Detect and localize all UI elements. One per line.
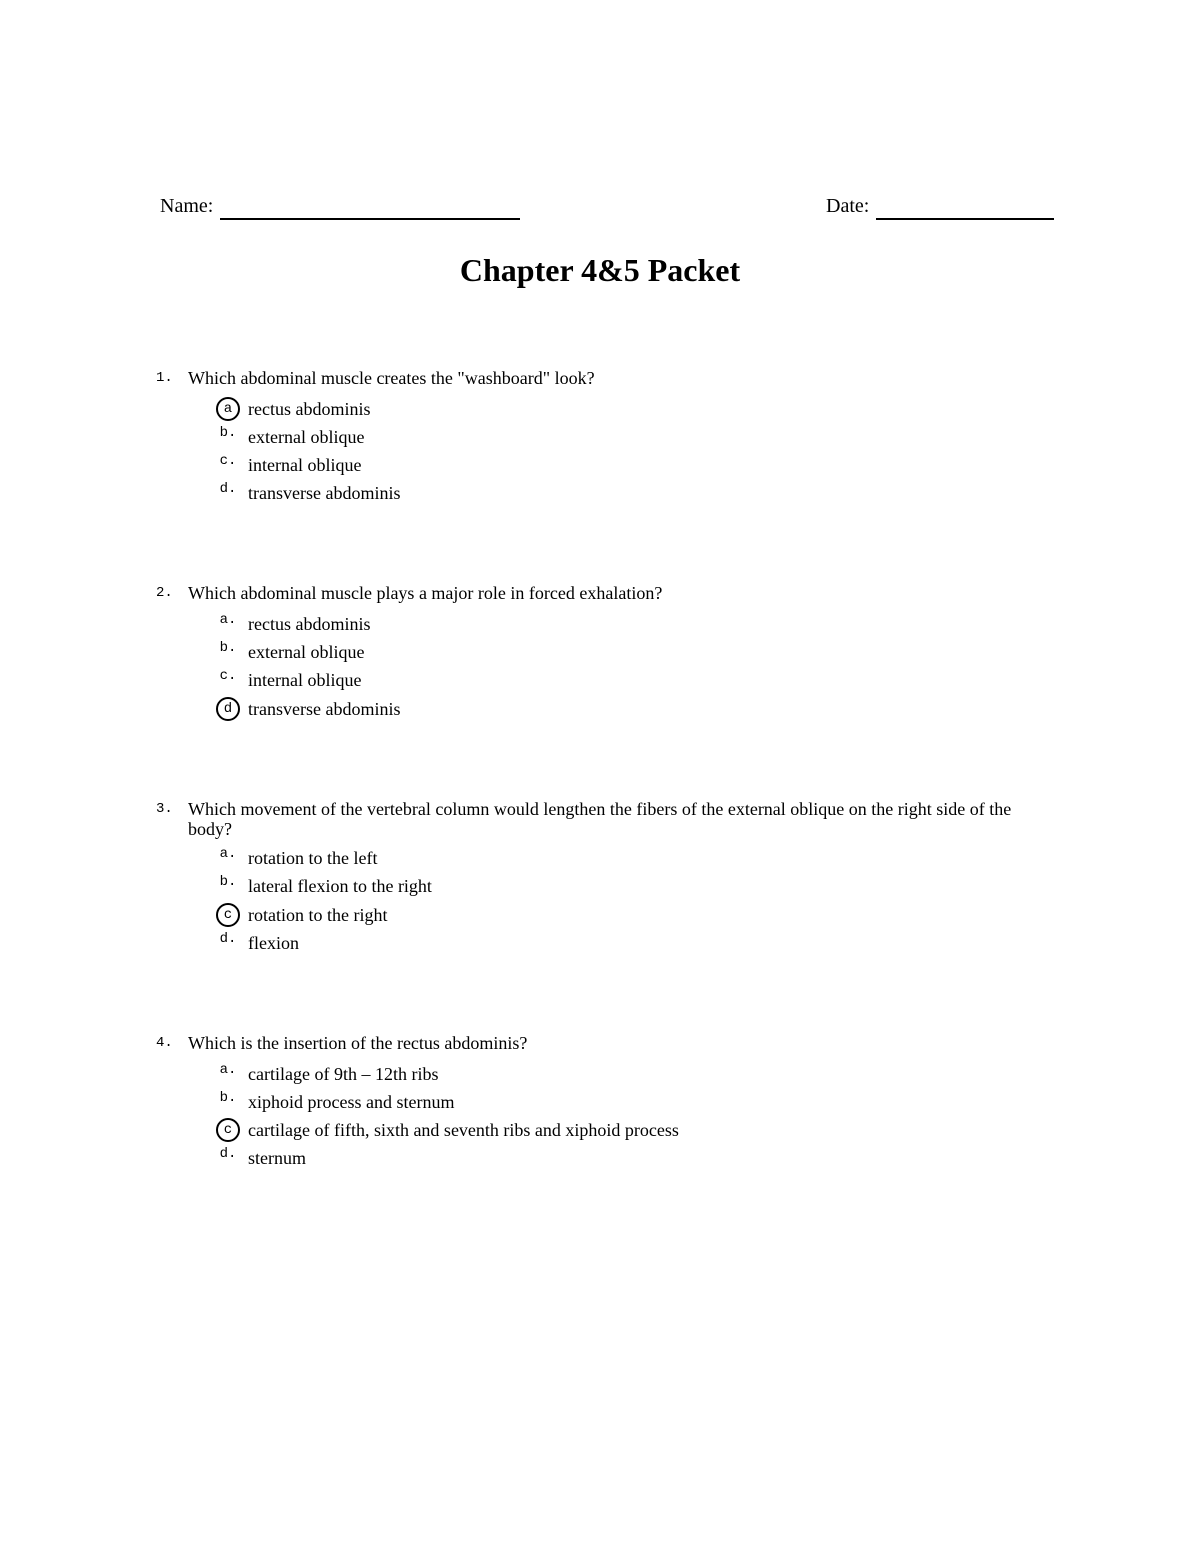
choice-text: rotation to the left <box>248 848 378 868</box>
date-label: Date: <box>826 195 870 217</box>
choice-text: rectus abdominis <box>248 399 371 419</box>
choice-text: rotation to the right <box>248 905 388 925</box>
choice-4d <box>0 1146 1200 1170</box>
choice-text: xiphoid process and sternum <box>248 1092 455 1112</box>
choice-letter: d. <box>219 931 237 947</box>
question-text: Which is the insertion of the rectus abdominis? <box>188 1033 528 1053</box>
choice-2d <box>0 697 1200 721</box>
choice-text: internal oblique <box>248 670 362 690</box>
choice-letter: a. <box>219 1062 237 1078</box>
question-number: 2. <box>156 585 173 601</box>
choice-letter: b. <box>219 425 237 441</box>
choice-2b <box>0 640 1200 664</box>
choice-letter: a. <box>219 612 237 628</box>
choice-letter-circled: a <box>216 397 240 421</box>
choice-text: cartilage of fifth, sixth and seventh ribs and xiphoid process <box>248 1120 679 1140</box>
choice-letter: b. <box>219 640 237 656</box>
question-number: 4. <box>156 1035 173 1051</box>
choice-2a <box>0 612 1200 636</box>
choice-4c <box>0 1118 1200 1142</box>
date-blank-line <box>876 218 1054 220</box>
choice-letter: b. <box>219 1090 237 1106</box>
choice-3a <box>0 846 1200 870</box>
page-title: Chapter 4&5 Packet <box>459 252 741 288</box>
choice-text: cartilage of 9th – 12th ribs <box>248 1064 439 1084</box>
choice-text: external oblique <box>248 642 365 662</box>
question-text: Which abdominal muscle plays a major role in forced exhalation? <box>188 583 663 603</box>
choice-letter: c. <box>219 453 237 469</box>
choice-text: transverse abdominis <box>248 699 401 719</box>
choice-1d <box>0 481 1200 505</box>
choice-letter: d. <box>219 1146 237 1162</box>
question-text: Which movement of the vertebral column would lengthen the fibers of the external oblique on the right side of the body? <box>188 799 1012 839</box>
choice-letter-circled: c <box>216 1118 240 1142</box>
choice-text: transverse abdominis <box>248 483 401 503</box>
choice-3b <box>0 874 1200 898</box>
question-number: 1. <box>156 370 173 386</box>
name-label: Name: <box>160 195 214 217</box>
choice-letter: b. <box>219 874 237 890</box>
choice-text: flexion <box>248 933 299 953</box>
choice-3c <box>0 903 1200 927</box>
choice-letter-circled: d <box>216 697 240 721</box>
choice-text: sternum <box>248 1148 306 1168</box>
choice-1c <box>0 453 1200 477</box>
choice-text: rectus abdominis <box>248 614 371 634</box>
name-blank-line <box>220 218 520 220</box>
choice-1a <box>0 397 1200 421</box>
choice-letter: c. <box>219 668 237 684</box>
choice-letter: d. <box>219 481 237 497</box>
choice-text: external oblique <box>248 427 365 447</box>
choice-text: lateral flexion to the right <box>248 876 432 896</box>
choice-letter: a. <box>219 846 237 862</box>
choice-4b <box>0 1090 1200 1114</box>
choice-1b <box>0 425 1200 449</box>
choice-letter-circled: c <box>216 903 240 927</box>
question-number: 3. <box>156 801 173 817</box>
question-text: Which abdominal muscle creates the "washboard" look? <box>188 368 595 388</box>
choice-2c <box>0 668 1200 692</box>
choice-4a <box>0 1062 1200 1086</box>
choice-text: internal oblique <box>248 455 362 475</box>
choice-3d <box>0 931 1200 955</box>
